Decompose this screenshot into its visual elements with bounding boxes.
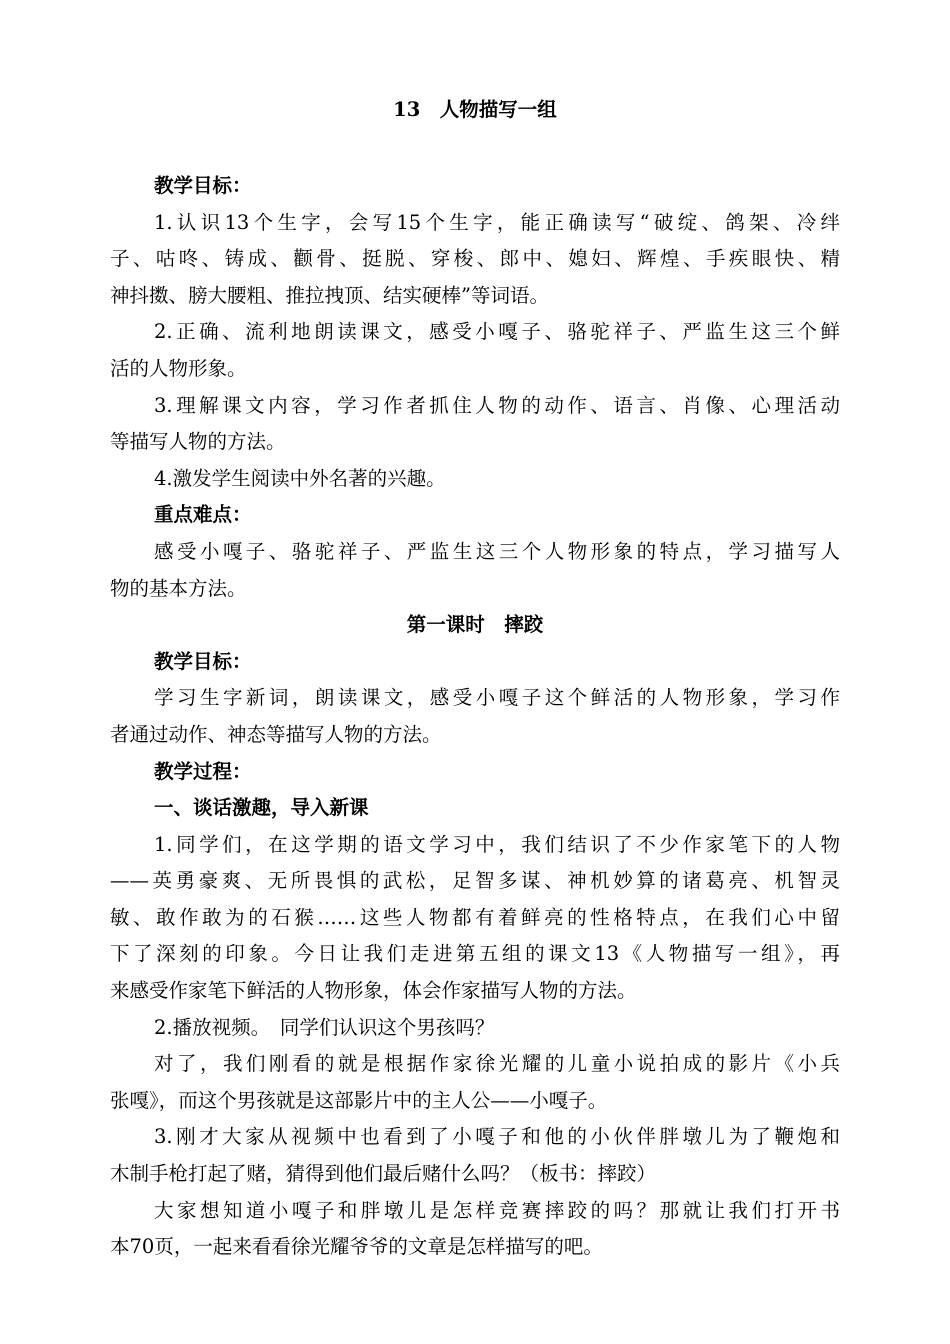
goal-2-line-2: 活的人物形象。 xyxy=(110,356,247,380)
goal-1-line-3: 神抖擞、膀大腰粗、推拉拽顶、结实硬棒”等词语。 xyxy=(110,283,549,307)
section-heading-key-points: 重点难点： xyxy=(154,503,252,527)
goal-4-line-1: 4.激发学生阅读中外名著的兴趣。 xyxy=(154,466,446,490)
step-2-line-1: 2.播放视频。 同学们认识这个男孩吗？ xyxy=(154,1015,495,1039)
goal-2-line-1: 2.正确、流利地朗读课文，感受小嘎子、骆驼祥子、严监生这三个鲜 xyxy=(154,320,840,344)
step-3-line-1: 3.刚才大家从视频中也看到了小嘎子和他的小伙伴胖墩儿为了鞭炮和 xyxy=(154,1125,840,1149)
step-3-followup-line-2: 本70页，一起来看看徐光耀爷爷的文章是怎样描写的吧。 xyxy=(110,1235,603,1259)
step-1-line-4: 下了深刻的印象。今日让我们走进第五组的课文13《人物描写一组》，再 xyxy=(110,942,840,966)
step-1-line-2: ——英勇豪爽、无所畏惧的武松，足智多谋、神机妙算的诸葛亮、机智灵 xyxy=(110,869,840,893)
key-points-line-1: 感受小嘎子、骆驼祥子、严监生这三个人物形象的特点，学习描写人 xyxy=(154,539,840,563)
document-page xyxy=(110,92,840,1266)
goal-1-line-2: 子、咕咚、铸成、颧骨、挺脱、穿梭、郎中、媳妇、辉煌、手疾眼快、精 xyxy=(110,247,840,271)
step-heading-introduction: 一、谈话激趣，导入新课 xyxy=(154,796,369,820)
step-1-line-3: 敏、敢作敢为的石猴……这些人物都有着鲜亮的性格特点，在我们心中留 xyxy=(110,905,840,929)
section-heading-teaching-goals: 教学目标： xyxy=(154,174,252,197)
step-2-answer-line-2: 张嘎》，而这个男孩就是这部影片中的主人公——小嘎子。 xyxy=(110,1088,608,1112)
lesson-goals-line-2: 者通过动作、神态等描写人物的方法。 xyxy=(110,722,442,746)
step-1-line-5: 来感受作家笔下鲜活的人物形象，体会作家描写人物的方法。 xyxy=(110,979,637,1003)
goal-1-line-1: 1.认识13个生字，会写15个生字，能正确读写“破绽、鸽架、冷绊 xyxy=(154,210,840,234)
lesson-goals-line-1: 学习生字新词，朗读课文，感受小嘎子这个鲜活的人物形象，学习作 xyxy=(154,686,840,710)
key-points-line-2: 物的基本方法。 xyxy=(110,576,247,600)
step-2-answer-line-1: 对了，我们刚看的就是根据作家徐光耀的儿童小说拍成的影片《小兵 xyxy=(154,1052,840,1076)
section-heading-lesson-goals: 教学目标： xyxy=(154,649,252,673)
goal-3-line-2: 等描写人物的方法。 xyxy=(110,430,286,454)
step-3-line-2: 木制手枪打起了赌，猜得到他们最后赌什么吗？（板书：摔跤） xyxy=(110,1162,657,1186)
section-heading-teaching-process: 教学过程： xyxy=(154,759,252,783)
lesson-subtitle: 第一课时 摔跤 xyxy=(406,613,544,637)
step-1-line-1: 1.同学们，在这学期的语文学习中，我们结识了不少作家笔下的人物 xyxy=(154,832,840,856)
page-title: 13 人物描写一组 xyxy=(393,98,557,121)
step-3-followup-line-1: 大家想知道小嘎子和胖墩儿是怎样竞赛摔跤的吗？那就让我们打开书 xyxy=(154,1198,840,1222)
goal-3-line-1: 3.理解课文内容，学习作者抓住人物的动作、语言、肖像、心理活动 xyxy=(154,393,840,417)
